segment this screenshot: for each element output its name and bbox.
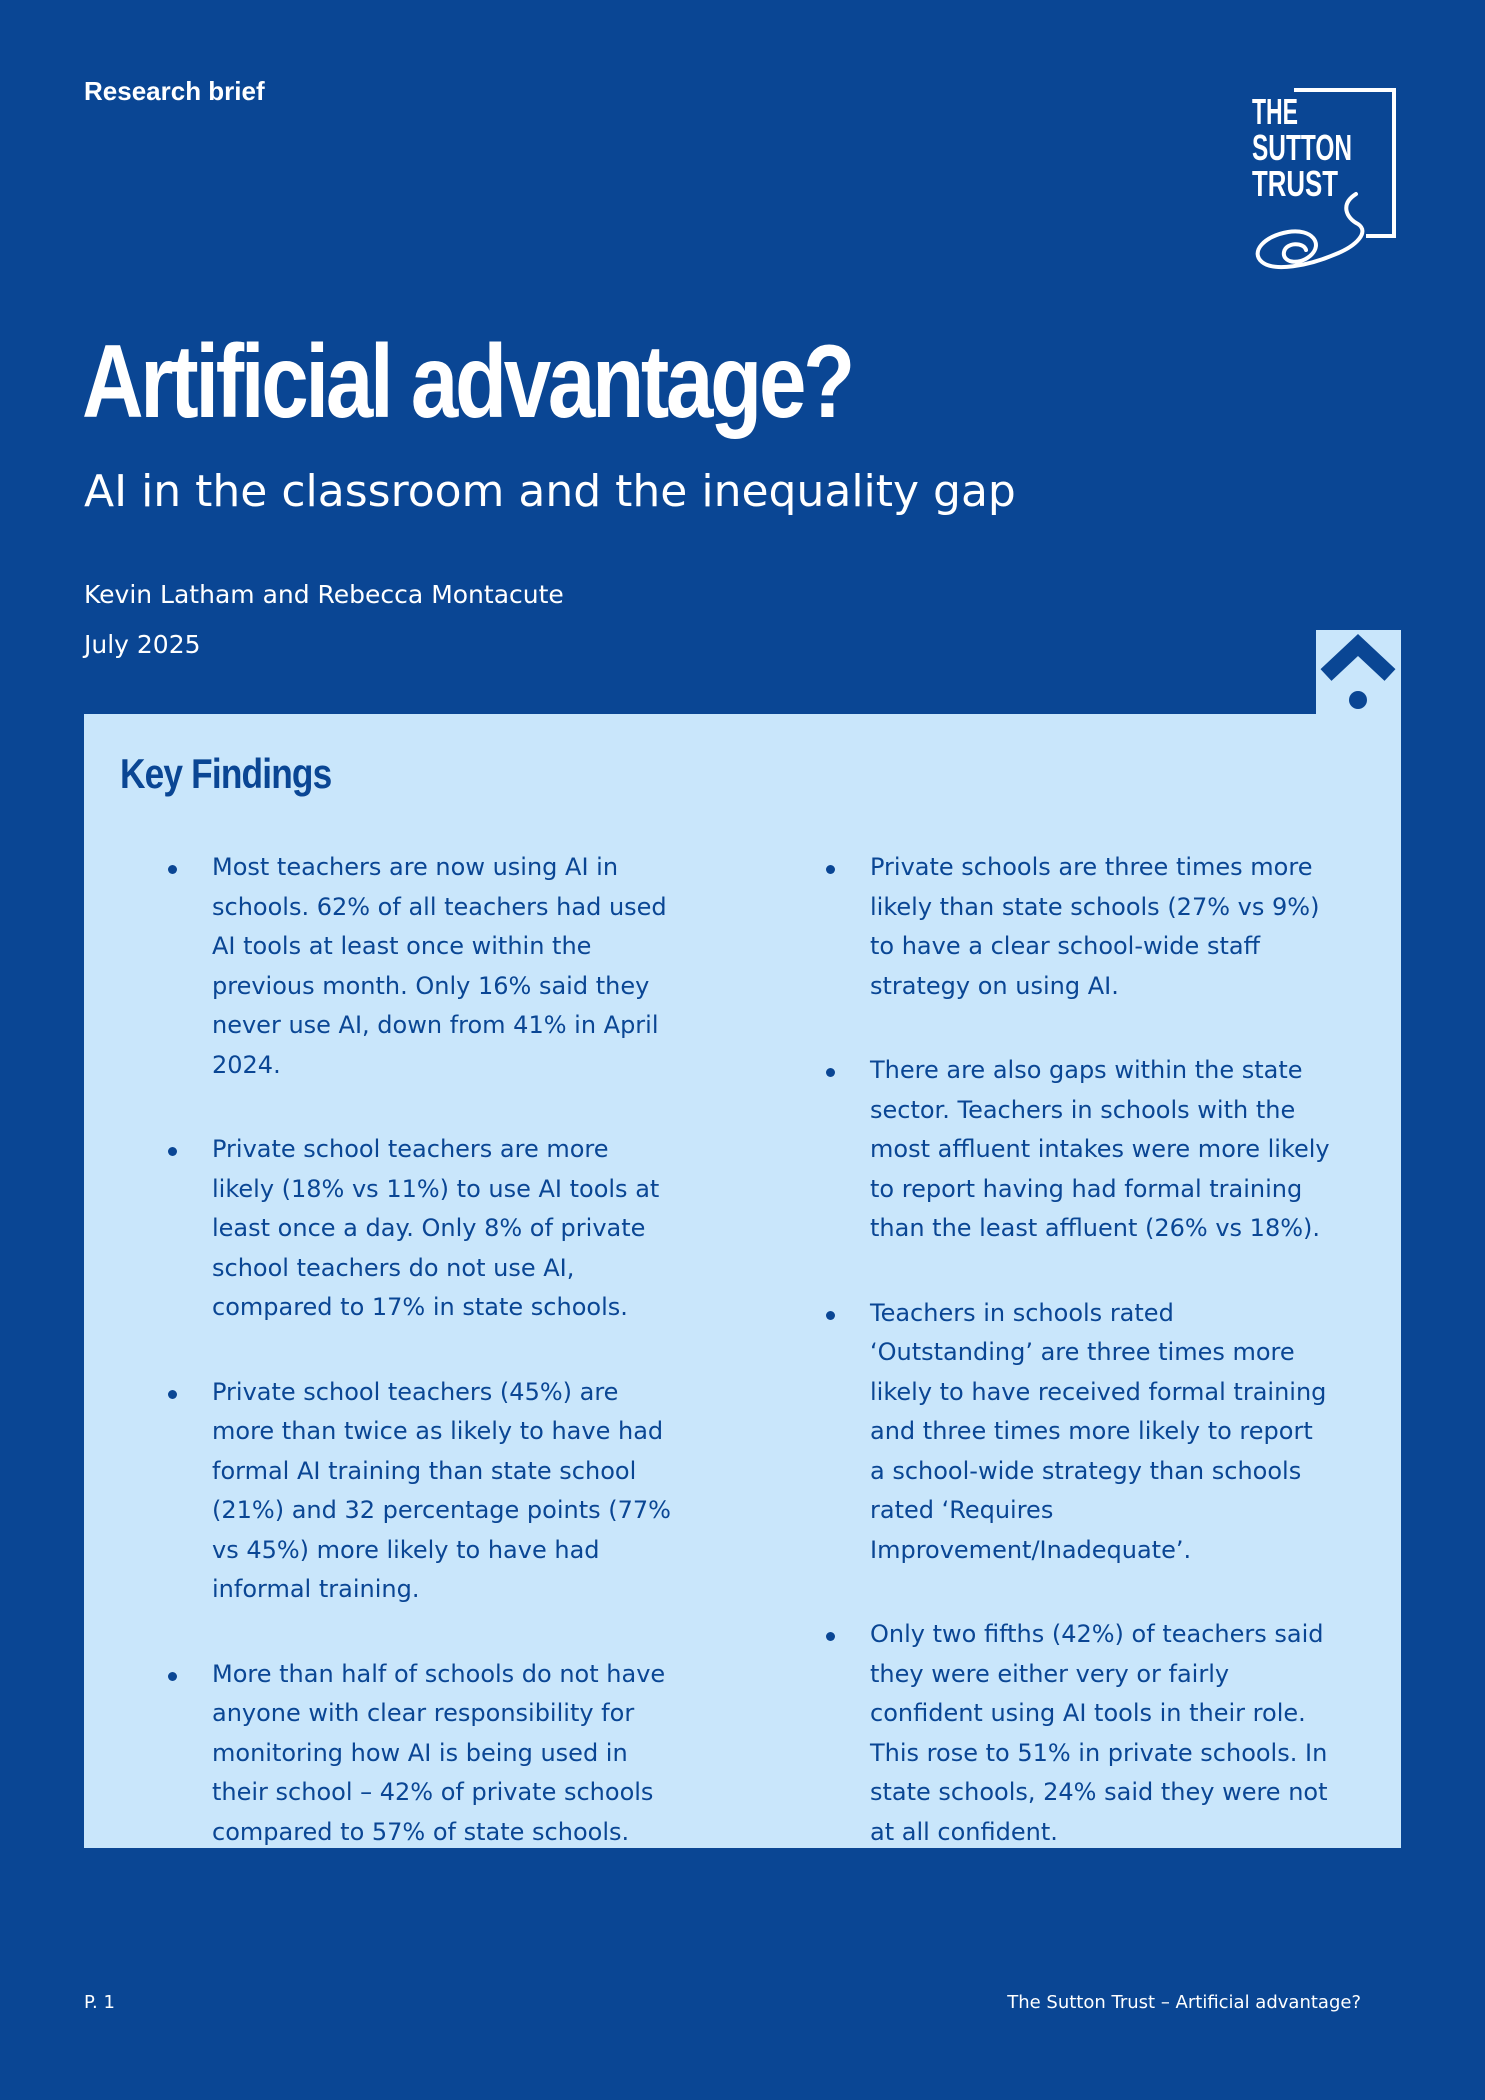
finding-item [820, 848, 1332, 1006]
bullet-icon [168, 1390, 177, 1399]
page-number: P. 1 [84, 1992, 115, 2013]
finding-item [162, 1130, 672, 1328]
bullet-icon [826, 1311, 835, 1320]
document-type-label: Research brief [84, 76, 265, 106]
finding-text: Most teachers are now using AI in schools. 62% of all teachers had used AI tools at least once within the previous month. Only 16% said they never use AI, down from 41% in April 2024. [212, 853, 667, 1079]
corner-tab [1316, 630, 1401, 716]
finding-text: Private school teachers are more likely (18% vs 11%) to use AI tools at least once a day. Only 8% of private school teachers do not use AI, compared to 17% in state schools. [212, 1135, 660, 1321]
sutton-trust-logo [1248, 86, 1398, 286]
key-findings-heading: Key Findings [120, 750, 332, 797]
finding-item [820, 1294, 1332, 1571]
report-title: Artificial advantage? [82, 324, 852, 440]
finding-text: Private school teachers (45%) are more than twice as likely to have had formal AI training than state school (21%) and 32 percentage points (77% vs 45%) more likely to have had informal training. [212, 1377, 671, 1603]
logo-text-line-1: THE [1252, 91, 1298, 132]
bullet-icon [826, 865, 835, 874]
bullet-icon [168, 1672, 177, 1681]
logo-text-line-3: TRUST [1252, 163, 1338, 204]
finding-text: Private schools are three times more likely than state schools (27% vs 9%) to have a clear school-wide staff strategy on using AI. [870, 853, 1320, 1000]
findings-column-right [820, 848, 1332, 1897]
chevron-up-dot-icon [1316, 630, 1401, 716]
finding-item [162, 1373, 672, 1610]
finding-item [162, 1655, 672, 1853]
findings-column-left [162, 848, 672, 1897]
finding-item [820, 1615, 1332, 1852]
finding-text: There are also gaps within the state sector. Teachers in schools with the most affluent intakes were more likely to report having had formal training than the least affluent (26% vs 18%). [870, 1056, 1330, 1242]
sutton-trust-logo-icon [1248, 86, 1398, 286]
bullet-icon [168, 865, 177, 874]
finding-text: More than half of schools do not have anyone with clear responsibility for monitoring how AI is being used in their school – 42% of private schools compared to 57% of state schools. [212, 1659, 666, 1846]
footer-document-title: The Sutton Trust – Artificial advantage? [1007, 1992, 1361, 2013]
finding-item [820, 1051, 1332, 1249]
finding-text: Teachers in schools rated ‘Outstanding’ are three times more likely to have received formal training and three times more likely to report a school-wide strategy than schools rated ‘Requires Improvement/Inadequate’. [870, 1298, 1327, 1564]
report-subtitle: AI in the classroom and the inequality gap [84, 466, 1016, 517]
finding-text: Only two fifths (42%) of teachers said they were either very or fairly confident using AI tools in their role. This rose to 51% in private schools. In state schools, 24% said they were not at all confident. [870, 1620, 1328, 1846]
key-findings-panel [84, 714, 1401, 1848]
bullet-icon [826, 1632, 835, 1641]
finding-item [162, 848, 672, 1085]
bullet-icon [168, 1147, 177, 1156]
report-date: July 2025 [84, 630, 201, 659]
bullet-icon [826, 1068, 835, 1077]
logo-text-line-2: SUTTON [1252, 127, 1352, 168]
report-authors: Kevin Latham and Rebecca Montacute [84, 580, 564, 609]
